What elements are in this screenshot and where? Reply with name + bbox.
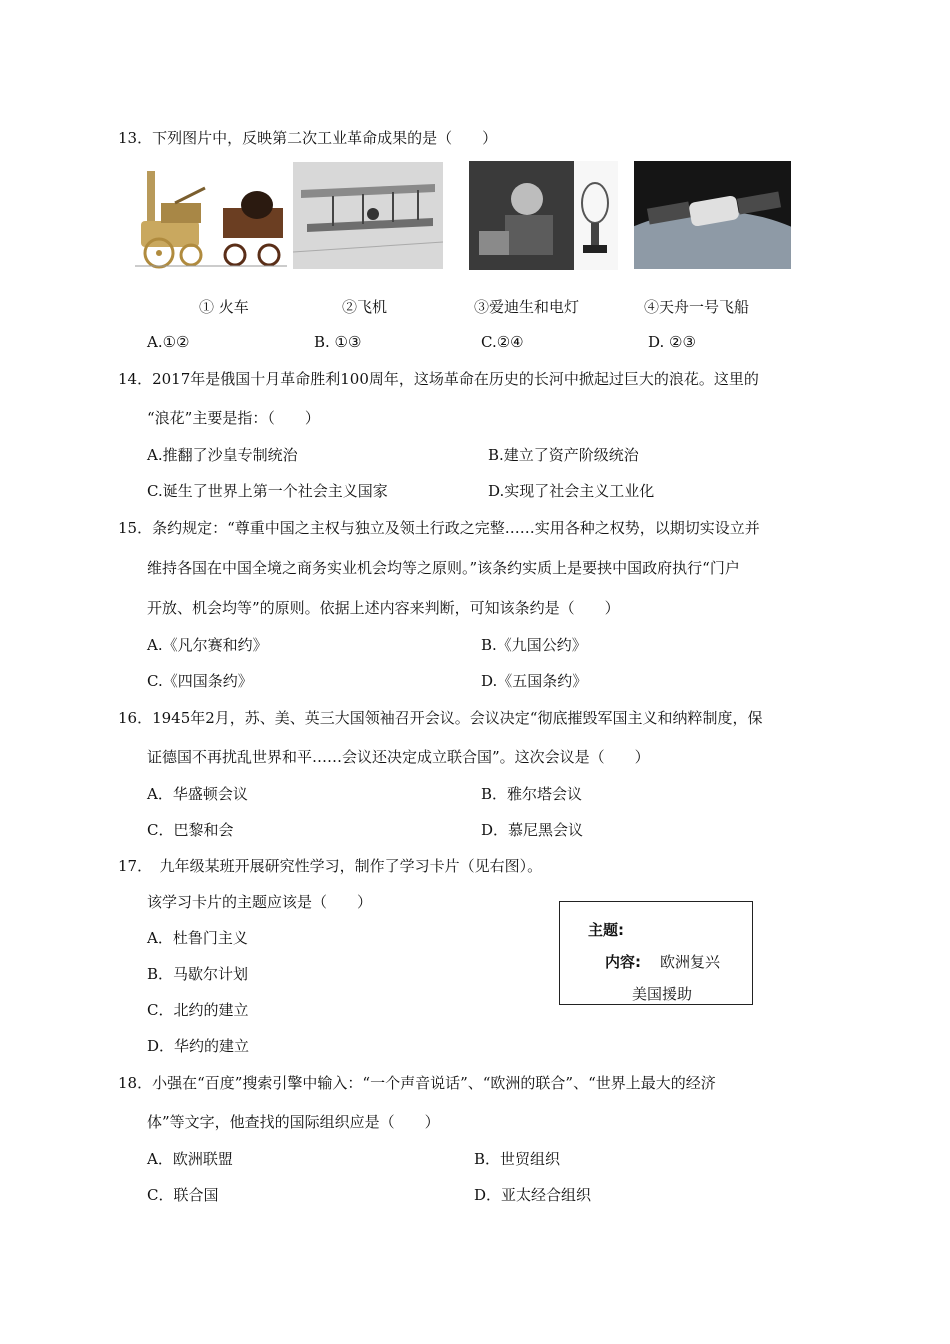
q17-option-d[interactable]: D．华约的建立 — [147, 1037, 250, 1055]
q18-option-c[interactable]: C．联合国 — [147, 1186, 219, 1204]
q18-option-b[interactable]: B．世贸组织 — [474, 1150, 561, 1168]
q16-option-c[interactable]: C．巴黎和会 — [147, 821, 234, 839]
q14-stem-line2: “浪花”主要是指：（ ） — [147, 409, 320, 427]
q14-option-d[interactable]: D.实现了社会主义工业化 — [488, 482, 655, 500]
card-content-label: 内容: — [605, 953, 641, 971]
card-topic-label: 主题: — [588, 921, 624, 939]
q13-caption-4: ④天舟一号飞船 — [644, 298, 750, 316]
q15-option-d[interactable]: D.《五国条约》 — [481, 672, 588, 690]
q13-option-d[interactable]: D. ②③ — [648, 333, 696, 351]
q15-option-b[interactable]: B.《九国公约》 — [481, 636, 587, 654]
q14-stem-line1: 14．2017年是俄国十月革命胜利100周年，这场革命在历史的长河中掀起过巨大的浪花。这里的 — [118, 370, 759, 388]
card-content-line1: 欧洲复兴 — [660, 953, 721, 971]
q16-stem-line2: 证德国不再扰乱世界和平……会议还决定成立联合国”。这次会议是（ ） — [147, 748, 650, 766]
q17-option-b[interactable]: B．马歇尔计划 — [147, 965, 249, 983]
q16-option-d[interactable]: D．慕尼黑会议 — [481, 821, 584, 839]
q14-option-c[interactable]: C.诞生了世界上第一个社会主义国家 — [147, 482, 388, 500]
q15-stem-line1: 15．条约规定：“尊重中国之主权与独立及领土行政之完整……实用各种之权势，以期切实设立并 — [118, 519, 760, 537]
q13-caption-3: ③爱迪生和电灯 — [474, 298, 580, 316]
q17-option-a[interactable]: A．杜鲁门主义 — [147, 929, 248, 947]
q18-stem-line2: 体”等文字，他查找的国际组织应是（ ） — [147, 1113, 440, 1131]
q15-stem-line2: 维持各国在中国全境之商务实业机会均等之原则。”该条约实质上是要挟中国政府执行“门户 — [147, 559, 740, 577]
q17-stem-line1: 17． 九年级某班开展研究性学习，制作了学习卡片（见右图）。 — [118, 857, 543, 875]
q13-caption-1: ① 火车 — [199, 298, 249, 316]
q13-option-b[interactable]: B. ①③ — [314, 333, 362, 351]
q18-stem-line1: 18．小强在“百度”搜索引擎中输入：“一个声音说话”、“欧洲的联合”、“世界上最大的经济 — [118, 1074, 716, 1092]
q14-option-a[interactable]: A.推翻了沙皇专制统治 — [147, 446, 298, 464]
spacecraft-image — [634, 161, 791, 269]
q15-option-a[interactable]: A.《凡尔赛和约》 — [147, 636, 268, 654]
q14-option-b[interactable]: B.建立了资产阶级统治 — [488, 446, 639, 464]
q18-option-a[interactable]: A．欧洲联盟 — [147, 1150, 233, 1168]
q18-option-d[interactable]: D．亚太经合组织 — [474, 1186, 592, 1204]
q13-option-c[interactable]: C.②④ — [481, 333, 524, 351]
q17-stem-line2: 该学习卡片的主题应该是（ ） — [147, 893, 373, 911]
card-content-line2: 美国援助 — [632, 985, 693, 1003]
q13-caption-2: ②飞机 — [342, 298, 388, 316]
airplane-image — [293, 162, 443, 269]
q13-stem: 13．下列图片中，反映第二次工业革命成果的是（ ） — [118, 129, 498, 147]
q15-stem-line3: 开放、机会均等”的原则。依据上述内容来判断，可知该条约是（ ） — [147, 599, 620, 617]
q17-option-c[interactable]: C．北约的建立 — [147, 1001, 249, 1019]
study-card — [559, 901, 753, 1005]
q16-option-b[interactable]: B．雅尔塔会议 — [481, 785, 583, 803]
q13-option-a[interactable]: A.①② — [147, 333, 190, 351]
q16-stem-line1: 16．1945年2月，苏、美、英三大国领袖召开会议。会议决定“彻底摧毁军国主义和纳粹制度，保 — [118, 709, 763, 727]
edison-lightbulb-image — [469, 161, 618, 270]
locomotive-image — [135, 163, 287, 270]
q16-option-a[interactable]: A．华盛顿会议 — [147, 785, 248, 803]
q15-option-c[interactable]: C.《四国条约》 — [147, 672, 253, 690]
